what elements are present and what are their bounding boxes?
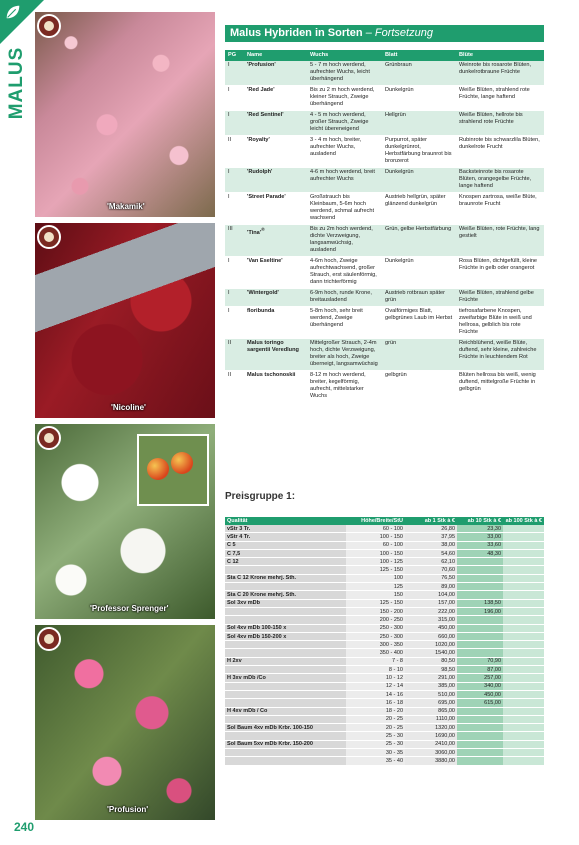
cell-blatt: Dunkelgrün <box>382 168 456 193</box>
cell-height: 7 - 8 <box>346 657 405 665</box>
cell-price-1: 1690,00 <box>405 732 457 740</box>
cell-price-10: 70,90 <box>457 657 503 665</box>
cell-height: 150 <box>346 591 405 599</box>
cell-bluete: Knospen zartrosa, weiße Blüte, braunrote Frucht <box>456 193 544 225</box>
variety-row <box>225 168 544 193</box>
cell-price-100 <box>503 724 544 732</box>
price-row <box>225 607 544 615</box>
cell-price-1: 26,80 <box>405 525 457 533</box>
variety-row <box>225 307 544 339</box>
price-row <box>225 533 544 541</box>
cell-blatt: Dunkelgrün <box>382 257 456 289</box>
cell-quality <box>225 607 346 615</box>
price-row <box>225 732 544 740</box>
cell-wuchs: 4-6 m hoch werdend, breit aufrechter Wuchs <box>307 168 382 193</box>
photo-caption: 'Professor Sprenger' <box>90 604 169 613</box>
cell-quality: H 4xv mDb / Co <box>225 707 346 715</box>
cell-price-10 <box>457 715 503 723</box>
cell-price-100 <box>503 757 544 765</box>
cell-quality <box>225 566 346 574</box>
photo-makamik <box>35 12 215 217</box>
price-row <box>225 583 544 591</box>
cell-blatt: grün <box>382 339 456 371</box>
price-row <box>225 599 544 607</box>
cell-price-10 <box>457 566 503 574</box>
cell-price-10: 33,00 <box>457 533 503 541</box>
cell-price-100 <box>503 632 544 640</box>
cell-price-100 <box>503 616 544 624</box>
cell-height: 35 - 40 <box>346 757 405 765</box>
cell-blatt: Grün, gelbe Herbstfärbung <box>382 225 456 257</box>
photo-caption: 'Makamik' <box>107 202 145 211</box>
cell-name: 'Wintergold' <box>244 289 307 307</box>
price-row <box>225 616 544 624</box>
col-price-100: ab 100 Stk à € <box>503 517 544 525</box>
cell-quality <box>225 732 346 740</box>
cell-wuchs: Bis zu 2m hoch werdend, dichte Verzweigung, langsamwüchsig, ausladend <box>307 225 382 257</box>
quality-badge-icon <box>37 426 61 450</box>
cell-height: 60 - 100 <box>346 525 405 533</box>
cell-price-100 <box>503 690 544 698</box>
cell-name: 'Profusion' <box>244 61 307 86</box>
cell-quality: Sol Baum 4xv mDb Krbr. 100-150 <box>225 724 346 732</box>
cell-price-100 <box>503 566 544 574</box>
cell-height: 100 <box>346 574 405 582</box>
col-pg: PG <box>225 50 244 61</box>
cell-wuchs: Bis zu 2 m hoch werdend, kleiner Strauch, Zweige überhängend <box>307 86 382 111</box>
cell-price-1: 104,00 <box>405 591 457 599</box>
cell-price-100 <box>503 574 544 582</box>
cell-height: 100 - 125 <box>346 558 405 566</box>
cell-quality: C 12 <box>225 558 346 566</box>
cell-blatt: Dunkelgrün <box>382 86 456 111</box>
variety-row <box>225 193 544 225</box>
price-group-title: Preisgruppe 1: <box>225 491 296 502</box>
cell-price-10 <box>457 707 503 715</box>
cell-price-10 <box>457 740 503 748</box>
variety-row <box>225 136 544 168</box>
cell-quality: H 2xv <box>225 657 346 665</box>
cell-price-1: 3060,00 <box>405 749 457 757</box>
cell-price-100 <box>503 624 544 632</box>
cell-price-1: 660,00 <box>405 632 457 640</box>
cell-price-100 <box>503 715 544 723</box>
price-row <box>225 757 544 765</box>
cell-pg: II <box>225 339 244 371</box>
cell-bluete: tiefrosafarbene Knospen, zweifarbige Blüte in weiß und hellrosa, gelblich bis rote Früchte <box>456 307 544 339</box>
cell-bluete: Rubinrote bis schwarzlila Blüten, dunkelrote Frucht <box>456 136 544 168</box>
price-row <box>225 657 544 665</box>
cell-name: 'Red Sentinel' <box>244 111 307 136</box>
cell-quality <box>225 666 346 674</box>
price-row <box>225 525 544 533</box>
cell-pg: I <box>225 168 244 193</box>
cell-quality: vStr 4 Tr. <box>225 533 346 541</box>
cell-quality: Sol 4xv mDb 150-200 x <box>225 632 346 640</box>
cell-wuchs: 5 - 7 m hoch werdend, aufrechter Wuchs, leicht überhängend <box>307 61 382 86</box>
cell-quality: vStr 3 Tr. <box>225 525 346 533</box>
cell-height: 18 - 20 <box>346 707 405 715</box>
price-row <box>225 649 544 657</box>
cell-pg: I <box>225 289 244 307</box>
cell-blatt: Ovalförmiges Blatt, gelbgrünes Laub im Herbst <box>382 307 456 339</box>
cell-height: 60 - 100 <box>346 541 405 549</box>
cell-price-1: 1020,00 <box>405 641 457 649</box>
cell-pg: II <box>225 371 244 403</box>
cell-quality: Sta C 12 Krone mehrj. Sth. <box>225 574 346 582</box>
cell-wuchs: 8-12 m hoch werdend, breiter, kegelförmig, aufrecht, mittelstarker Wuchs <box>307 371 382 403</box>
price-row <box>225 549 544 557</box>
cell-price-100 <box>503 607 544 615</box>
price-row <box>225 724 544 732</box>
cell-height: 350 - 400 <box>346 649 405 657</box>
cell-name: 'Van Eseltine' <box>244 257 307 289</box>
photo-caption: 'Profusion' <box>107 805 149 814</box>
cell-quality <box>225 690 346 698</box>
cell-price-100 <box>503 541 544 549</box>
cell-price-10 <box>457 632 503 640</box>
price-row <box>225 690 544 698</box>
cell-quality <box>225 583 346 591</box>
price-row <box>225 624 544 632</box>
cell-height: 125 - 150 <box>346 599 405 607</box>
cell-price-10 <box>457 724 503 732</box>
cell-price-1: 385,00 <box>405 682 457 690</box>
cell-price-1: 1540,00 <box>405 649 457 657</box>
cell-price-10 <box>457 757 503 765</box>
cell-price-10 <box>457 732 503 740</box>
variety-row <box>225 289 544 307</box>
cell-quality: Sol 4xv mDb 100-150 x <box>225 624 346 632</box>
cell-pg: I <box>225 61 244 86</box>
price-row <box>225 699 544 707</box>
cell-height: 10 - 12 <box>346 674 405 682</box>
quality-badge-icon <box>37 627 61 651</box>
cell-price-100 <box>503 649 544 657</box>
variety-row <box>225 86 544 111</box>
cell-bluete: Weiße Blüten, hellrote bis strahlend rote Früchte <box>456 111 544 136</box>
cell-bluete: Weiße Blüten, strahlend gelbe Früchte <box>456 289 544 307</box>
cell-height: 125 <box>346 583 405 591</box>
cell-price-1: 38,00 <box>405 541 457 549</box>
cell-name: Malus toringo sargentii Veredlung <box>244 339 307 371</box>
price-row <box>225 749 544 757</box>
cell-price-10 <box>457 624 503 632</box>
cell-pg: III <box>225 225 244 257</box>
cell-blatt: Purpurrot, später dunkelgrünrot, Herbstfärbung braunrot bis bronzerot <box>382 136 456 168</box>
cell-price-1: 1320,00 <box>405 724 457 732</box>
cell-pg: I <box>225 257 244 289</box>
cell-quality <box>225 616 346 624</box>
cell-quality <box>225 649 346 657</box>
cell-bluete: Weiße Blüten, rote Früchte, lang gestielt <box>456 225 544 257</box>
cell-price-10: 257,00 <box>457 674 503 682</box>
cell-pg: I <box>225 111 244 136</box>
cell-name: 'Tina'® <box>244 225 307 257</box>
cell-price-1: 2410,00 <box>405 740 457 748</box>
col-bluete: Blüte <box>456 50 544 61</box>
cell-name: 'Street Parade' <box>244 193 307 225</box>
cell-name: Malus tschonoskii <box>244 371 307 403</box>
price-row <box>225 715 544 723</box>
cell-price-1: 510,00 <box>405 690 457 698</box>
cell-price-1: 450,00 <box>405 624 457 632</box>
cell-price-100 <box>503 749 544 757</box>
registered-mark: ® <box>261 227 265 232</box>
col-height: Höhe/Breite/StU <box>346 517 405 525</box>
price-row <box>225 674 544 682</box>
quality-badge-icon <box>37 14 61 38</box>
cell-wuchs: 4-6m hoch, Zweige aufrechtwachsend, großer Strauch, erst säulenförmig, dann trichterförmig <box>307 257 382 289</box>
cell-price-1: 70,60 <box>405 566 457 574</box>
photo-caption: 'Nicoline' <box>111 403 146 412</box>
cell-price-10: 48,30 <box>457 549 503 557</box>
col-quality: Qualität <box>225 517 346 525</box>
variety-table <box>225 50 544 403</box>
cell-height: 125 - 150 <box>346 566 405 574</box>
cell-height: 100 - 150 <box>346 549 405 557</box>
cell-price-10 <box>457 574 503 582</box>
cell-wuchs: 4 - 5 m hoch werdend, großer Strauch, Zweige leicht übereneigend <box>307 111 382 136</box>
page-number: 240 <box>14 820 35 834</box>
cell-quality <box>225 682 346 690</box>
cell-quality: Sol Baum 5xv mDb Krbr. 150-200 <box>225 740 346 748</box>
cell-height: 16 - 18 <box>346 699 405 707</box>
cell-price-1: 37,95 <box>405 533 457 541</box>
cell-bluete: Rosa Blüten, dichtgefüllt, kleine Früchte in gelb oder orangerot <box>456 257 544 289</box>
cell-wuchs: Großstrauch bis Kleinbaum, 5-6m hoch werdend, schmal aufrecht wachsend <box>307 193 382 225</box>
price-table-header <box>225 517 544 525</box>
cell-price-1: 222,00 <box>405 607 457 615</box>
cell-price-10: 87,00 <box>457 666 503 674</box>
cell-wuchs: Mittelgroßer Strauch, 2-4m hoch, dichte Verzweigung, breiter als hoch, Zweige überneigt, langsamwüchsig <box>307 339 382 371</box>
cell-height: 250 - 300 <box>346 632 405 640</box>
cell-height: 150 - 200 <box>346 607 405 615</box>
cell-height: 30 - 35 <box>346 749 405 757</box>
cell-price-100 <box>503 583 544 591</box>
cell-wuchs: 3 - 4 m hoch, breiter, aufrechter Wuchs, ausladend <box>307 136 382 168</box>
cell-price-1: 291,00 <box>405 674 457 682</box>
price-row <box>225 740 544 748</box>
cell-price-1: 157,00 <box>405 599 457 607</box>
cell-quality <box>225 715 346 723</box>
cell-price-1: 98,50 <box>405 666 457 674</box>
cell-height: 25 - 30 <box>346 732 405 740</box>
price-row <box>225 682 544 690</box>
cell-height: 8 - 10 <box>346 666 405 674</box>
price-row <box>225 666 544 674</box>
cell-price-1: 62,10 <box>405 558 457 566</box>
cell-name: 'Rudolph' <box>244 168 307 193</box>
cell-price-10 <box>457 583 503 591</box>
section-heading: Malus Hybriden in Sorten – Fortsetzung <box>225 25 544 42</box>
section-label: MALUS <box>6 46 27 120</box>
cell-price-10: 615,00 <box>457 699 503 707</box>
cell-height: 12 - 14 <box>346 682 405 690</box>
cell-quality <box>225 757 346 765</box>
cell-height: 14 - 16 <box>346 690 405 698</box>
cell-price-10 <box>457 749 503 757</box>
cell-price-100 <box>503 699 544 707</box>
cell-price-10 <box>457 558 503 566</box>
cell-height: 20 - 25 <box>346 724 405 732</box>
cell-height: 20 - 25 <box>346 715 405 723</box>
cell-price-1: 3880,00 <box>405 757 457 765</box>
cell-bluete: Weiße Blüten, strahlend rote Früchte, lange haftend <box>456 86 544 111</box>
col-price-1: ab 1 Stk à € <box>405 517 457 525</box>
cell-price-100 <box>503 740 544 748</box>
cell-height: 300 - 350 <box>346 641 405 649</box>
cell-price-1: 1110,00 <box>405 715 457 723</box>
quality-badge-icon <box>37 225 61 249</box>
cell-price-100 <box>503 549 544 557</box>
cell-quality <box>225 749 346 757</box>
cell-price-1: 695,00 <box>405 699 457 707</box>
variety-row <box>225 257 544 289</box>
cell-price-100 <box>503 674 544 682</box>
cell-name: floribunda <box>244 307 307 339</box>
variety-row <box>225 339 544 371</box>
cell-height: 25 - 30 <box>346 740 405 748</box>
cell-price-10 <box>457 591 503 599</box>
cell-price-100 <box>503 591 544 599</box>
variety-row <box>225 111 544 136</box>
price-row <box>225 566 544 574</box>
cell-height: 200 - 250 <box>346 616 405 624</box>
cell-price-100 <box>503 657 544 665</box>
price-row <box>225 707 544 715</box>
variety-row <box>225 61 544 86</box>
cell-blatt: Hellgrün <box>382 111 456 136</box>
col-price-10: ab 10 Stk à € <box>457 517 503 525</box>
cell-price-100 <box>503 558 544 566</box>
cell-blatt: Austrieb hellgrün, später glänzend dunkelgrün <box>382 193 456 225</box>
cell-blatt: Grünbraun <box>382 61 456 86</box>
cell-name: 'Red Jade' <box>244 86 307 111</box>
cell-bluete: Backsteinrote bis rosarote Blüten, orangegelbe Früchte, lange haftend <box>456 168 544 193</box>
cell-quality: Sol 3xv mDb <box>225 599 346 607</box>
cell-height: 100 - 150 <box>346 533 405 541</box>
cell-price-1: 76,50 <box>405 574 457 582</box>
cell-price-100 <box>503 599 544 607</box>
price-table <box>225 517 544 766</box>
cell-wuchs: 6-9m hoch, runde Krone, breitausladend <box>307 289 382 307</box>
cell-price-1: 315,00 <box>405 616 457 624</box>
cell-bluete: Reichblühend, weiße Blüte, duftend, sehr kleine, zahlreiche Früchte in leuchtendem Rot <box>456 339 544 371</box>
cell-price-1: 54,60 <box>405 549 457 557</box>
cell-price-100 <box>503 641 544 649</box>
price-row <box>225 541 544 549</box>
photo-nicoline <box>35 223 215 418</box>
price-row <box>225 641 544 649</box>
cell-price-100 <box>503 533 544 541</box>
cell-price-10: 196,00 <box>457 607 503 615</box>
col-wuchs: Wuchs <box>307 50 382 61</box>
cell-quality: C 5 <box>225 541 346 549</box>
col-blatt: Blatt <box>382 50 456 61</box>
cell-price-100 <box>503 732 544 740</box>
cell-price-10: 450,00 <box>457 690 503 698</box>
cell-pg: I <box>225 193 244 225</box>
cell-price-1: 865,00 <box>405 707 457 715</box>
cell-name: 'Royalty' <box>244 136 307 168</box>
cell-price-100 <box>503 666 544 674</box>
cell-pg: I <box>225 307 244 339</box>
cell-blatt: Austrieb rotbraun später grün <box>382 289 456 307</box>
cell-price-1: 80,50 <box>405 657 457 665</box>
cell-price-100 <box>503 682 544 690</box>
cell-height: 250 - 300 <box>346 624 405 632</box>
fruit-inset-photo <box>137 434 209 506</box>
cell-price-10: 340,00 <box>457 682 503 690</box>
cell-pg: II <box>225 136 244 168</box>
cell-bluete: Weinrote bis rosarote Blüten, dunkelrotbraune Früchte <box>456 61 544 86</box>
variety-table-header <box>225 50 544 61</box>
cell-price-10 <box>457 641 503 649</box>
cell-price-10 <box>457 649 503 657</box>
cell-quality <box>225 699 346 707</box>
variety-row <box>225 225 544 257</box>
cell-price-100 <box>503 707 544 715</box>
cell-bluete: Blüten hellrosa bis weiß, wenig duftend, mittelgroße Früchte in gelbgrün <box>456 371 544 403</box>
cell-price-10: 138,50 <box>457 599 503 607</box>
cell-price-10: 23,30 <box>457 525 503 533</box>
cell-pg: I <box>225 86 244 111</box>
photo-profusion <box>35 625 215 820</box>
cell-quality: H 3xv mDb /Co <box>225 674 346 682</box>
cell-quality: C 7,5 <box>225 549 346 557</box>
price-row <box>225 574 544 582</box>
cell-price-1: 89,00 <box>405 583 457 591</box>
cell-blatt: gelbgrün <box>382 371 456 403</box>
price-row <box>225 632 544 640</box>
cell-price-10: 33,60 <box>457 541 503 549</box>
leaf-icon <box>4 3 22 21</box>
photo-professor-sprenger <box>35 424 215 619</box>
price-row <box>225 591 544 599</box>
cell-quality <box>225 641 346 649</box>
price-row <box>225 558 544 566</box>
cell-price-100 <box>503 525 544 533</box>
cell-wuchs: 5-8m hoch, sehr breit werdend, Zweige überhängend <box>307 307 382 339</box>
cell-price-10 <box>457 616 503 624</box>
cell-quality: Sta C 20 Krone mehrj. Sth. <box>225 591 346 599</box>
variety-row <box>225 371 544 403</box>
col-name: Name <box>244 50 307 61</box>
